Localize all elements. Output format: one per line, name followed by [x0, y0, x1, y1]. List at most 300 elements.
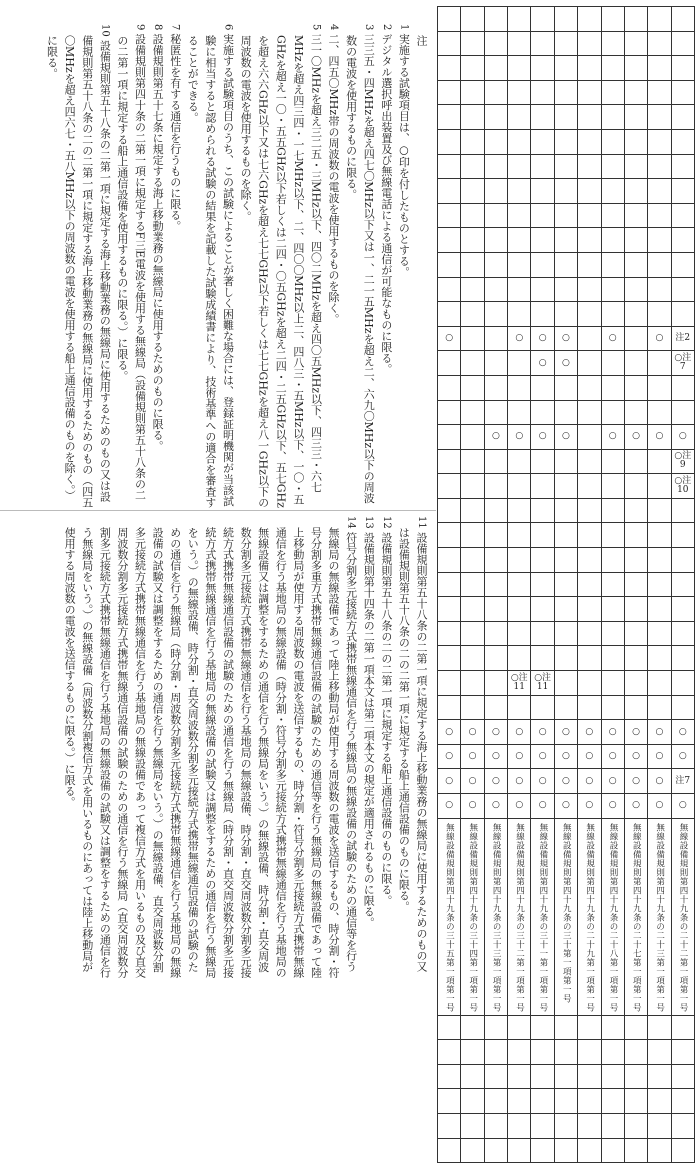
table-cell	[601, 1113, 624, 1138]
table-cell	[671, 56, 694, 81]
table-cell	[461, 548, 484, 573]
table-cell	[531, 1113, 554, 1138]
table-cell	[438, 449, 461, 474]
table-cell	[484, 228, 507, 253]
check-mark: ○	[632, 726, 640, 737]
table-cell	[601, 1064, 624, 1089]
table-cell	[578, 523, 601, 548]
table-cell	[624, 646, 647, 671]
table-cell	[508, 400, 531, 425]
check-mark: 注7	[675, 775, 691, 786]
table-cell	[531, 818, 554, 1015]
table-cell	[671, 548, 694, 573]
table-cell	[671, 179, 694, 204]
table-cell	[624, 326, 647, 351]
table-cell	[648, 695, 671, 720]
table-cell	[671, 7, 694, 32]
column-header-label: 無線設備規則第四十九条の三十五第一項第一号	[444, 822, 455, 1012]
table-cell	[624, 80, 647, 105]
check-mark: ○	[491, 800, 500, 811]
table-cell	[484, 646, 507, 671]
table-cell	[554, 302, 577, 327]
table-cell	[508, 1138, 531, 1163]
note-number: 8	[152, 24, 164, 34]
table-cell	[554, 56, 577, 81]
table-cell	[484, 425, 507, 450]
table-cell	[671, 597, 694, 622]
table-cell	[671, 720, 694, 745]
note-number: 10	[99, 24, 111, 40]
table-cell	[508, 326, 531, 351]
table-cell	[508, 179, 531, 204]
check-mark: ○	[585, 775, 594, 786]
table-cell	[508, 80, 531, 105]
table-cell	[484, 56, 507, 81]
check-mark: ○	[515, 800, 524, 811]
table-cell	[601, 794, 624, 819]
table-cell	[508, 129, 531, 154]
note-item	[395, 24, 413, 508]
table-cell	[461, 523, 484, 548]
table-cell	[508, 646, 531, 671]
table-cell	[601, 154, 624, 179]
table-cell	[554, 523, 577, 548]
table-cell	[461, 252, 484, 277]
column-header-label: 無線設備規則第四十九条の二十七第一項第一号	[631, 822, 642, 1012]
table-cell	[671, 80, 694, 105]
table-row	[438, 720, 695, 745]
table-cell	[484, 7, 507, 32]
notes-lower-block	[6, 516, 430, 978]
table-cell	[624, 671, 647, 696]
table-cell	[601, 7, 624, 32]
table-cell	[531, 646, 554, 671]
table-row	[438, 425, 695, 450]
column-header-label: 無線設備規則第四十九条の二十八第一項第一号	[607, 822, 618, 1012]
table-cell	[671, 818, 694, 1015]
table-cell	[648, 228, 671, 253]
table-cell	[438, 400, 461, 425]
table-row	[438, 375, 695, 400]
table-cell	[438, 179, 461, 204]
table-cell	[648, 129, 671, 154]
table-cell	[624, 720, 647, 745]
table-cell	[484, 351, 507, 376]
table-cell	[578, 7, 601, 32]
table-cell	[578, 203, 601, 228]
table-cell	[578, 671, 601, 696]
table-cell	[671, 351, 694, 376]
table-cell	[508, 449, 531, 474]
table-cell	[578, 720, 601, 745]
table-row	[438, 1113, 695, 1138]
table-cell	[601, 1040, 624, 1065]
table-cell	[461, 744, 484, 769]
table-cell	[578, 646, 601, 671]
table-cell	[484, 695, 507, 720]
table-cell	[601, 548, 624, 573]
table-cell	[554, 351, 577, 376]
table-cell	[461, 80, 484, 105]
table-cell	[461, 326, 484, 351]
column-header-label: 無線設備規則第四十九条の三十第一項第一号	[561, 822, 572, 1003]
table-cell	[648, 105, 671, 130]
table-cell	[554, 277, 577, 302]
note-text: 符号分割多元接続方式携帯無線通信を行う無線局の無線設備の試験のための通信等を行う無線局の無線設備であって陸上移動局が使用する周波数の電波を送信するもの、時分割・符号分割多重方式携帯無線通信設備の試験のための通信等を行う無線局の無線設備であって陸上移動局が使用する周波数の電波を送信するもの、時分割・符号分割多元接続方式携帯無線通信を行う基地局の無線設備（時分割・符号分割多元接続方式携帯無線通信を行う基地局の無線設備又は調整をするための通信を行う無線局をいう。）の無線設備、時分割・直交周波数分割多元接続方式携帯無線通信を行う基地局の無線設備、時分割・直交周波数分割多元接続方式携帯無線通信設備の試験のための通信を行う無線局（時分割・直交周波数分割多元接続方式携帯無線通信を行う基地局の無線設備の試験又は調整をするための通信を行う無線局をいう。）の無線設備、時分割・直交周波数分割多元接続方式携帯無線通信設備の試験のための通信を行う無線局（時分割・周波数分割多元接続方式携帯無線通信を行う基地局の無線設備の試験又は調整をするための通信を行う無線局をいう。）の無線設備、直交周波数分割多元接続方式携帯無線通信を行う基地局の無線設備であって複信方式を用いるもの及び直交周波数分割多元接続方式携帯無線通信設備の試験のための通信を行う無線局（直交周波数分割多元接続方式携帯無線通信を行う基地局の無線設備の試験又は調整をするための通信を行う無線局をいう。）の無線設備（周波数分割複信方式を用いるものにあっては陸上移動局が使用する周波数の電波を送信するものに限る。）に限る。	[63, 527, 358, 978]
table-cell	[438, 351, 461, 376]
table-cell	[578, 548, 601, 573]
table-cell	[648, 1015, 671, 1040]
note-number: 11	[416, 516, 427, 532]
table-cell	[461, 277, 484, 302]
table-row	[438, 56, 695, 81]
table-cell	[531, 597, 554, 622]
table-cell	[438, 572, 461, 597]
table-cell	[531, 154, 554, 179]
table-cell	[624, 375, 647, 400]
table-cell	[484, 720, 507, 745]
section-divider	[0, 510, 436, 511]
table-cell	[578, 351, 601, 376]
check-mark: ○	[562, 431, 570, 442]
table-cell	[508, 105, 531, 130]
note-text: 設備規則第四十条の二第一項に規定するF三E電波を使用する無線局（設備規則第五十八条の二の二第一項に規定する船上通信設備を使用するものに限る。）に限る。	[115, 33, 147, 501]
table-cell	[438, 1015, 461, 1040]
table-cell	[531, 80, 554, 105]
table-cell	[578, 105, 601, 130]
table-cell	[648, 1089, 671, 1114]
table-cell	[508, 1040, 531, 1065]
table-cell	[531, 1089, 554, 1114]
table-cell	[671, 400, 694, 425]
table-cell	[601, 375, 624, 400]
table-cell	[671, 228, 694, 253]
table-cell	[461, 1089, 484, 1114]
table-cell	[601, 351, 624, 376]
check-mark: ○注11	[510, 672, 528, 692]
check-mark: ○	[655, 333, 664, 344]
test-items-table	[437, 6, 695, 1163]
table-cell	[554, 1113, 577, 1138]
table-cell	[554, 794, 577, 819]
table-cell	[624, 818, 647, 1015]
table-cell	[601, 474, 624, 499]
table-cell	[601, 597, 624, 622]
table-cell	[438, 597, 461, 622]
table-row	[438, 744, 695, 769]
table-cell	[648, 769, 671, 794]
table-cell	[578, 818, 601, 1015]
table-row	[438, 228, 695, 253]
check-mark: ○	[608, 431, 617, 442]
check-mark: ○	[515, 726, 524, 737]
table-cell	[461, 695, 484, 720]
table-cell	[438, 720, 461, 745]
table-cell	[531, 105, 554, 130]
check-mark: ○	[608, 800, 617, 811]
table-cell	[578, 744, 601, 769]
table-cell	[671, 31, 694, 56]
check-mark: ○	[562, 775, 570, 786]
table-cell	[484, 449, 507, 474]
table-cell	[484, 597, 507, 622]
note-item	[360, 516, 378, 978]
table-cell	[438, 548, 461, 573]
table-cell	[461, 1064, 484, 1089]
table-cell	[648, 277, 671, 302]
note-number: 13	[363, 516, 375, 532]
table-cell	[624, 449, 647, 474]
table-cell	[554, 695, 577, 720]
note-item	[149, 24, 167, 508]
table-cell	[438, 7, 461, 32]
table-cell	[624, 425, 647, 450]
table-cell	[648, 302, 671, 327]
table-cell	[554, 498, 577, 523]
table-cell	[461, 351, 484, 376]
table-cell	[578, 400, 601, 425]
table-cell	[624, 56, 647, 81]
table-row	[438, 621, 695, 646]
note-text: 設備規則第五十八条の二第一項に規定する海上移動業務の無線局に使用するためのもの又は設備規則第五十八条の二の二第一項に規定する海上移動業務の無線局に使用するためのもの（四五〇MHzを超え四六七・五八MHz以下の周波数の電波を使用する船上通信設備のものを除く。）に限る。	[45, 35, 112, 508]
table-cell	[601, 179, 624, 204]
note-text: 秘匿性を有する通信を行うものに限る。	[168, 33, 182, 232]
table-row	[438, 523, 695, 548]
table-cell	[554, 744, 577, 769]
table-cell	[484, 179, 507, 204]
table-cell	[624, 474, 647, 499]
table-cell	[484, 523, 507, 548]
table-row	[438, 794, 695, 819]
table-cell	[531, 228, 554, 253]
table-cell	[508, 1089, 531, 1114]
table-cell	[624, 302, 647, 327]
table-cell	[601, 498, 624, 523]
table-cell	[554, 671, 577, 696]
table-cell	[531, 572, 554, 597]
table-cell	[484, 621, 507, 646]
table-cell	[624, 129, 647, 154]
table-row	[438, 498, 695, 523]
table-row	[438, 252, 695, 277]
table-cell	[531, 351, 554, 376]
table-row	[438, 449, 695, 474]
table-cell	[554, 449, 577, 474]
check-mark: ○	[655, 431, 664, 442]
note-number: 6	[222, 24, 234, 34]
table-row	[438, 1089, 695, 1114]
note-number: 2	[380, 24, 392, 34]
table-cell	[624, 695, 647, 720]
table-row	[438, 277, 695, 302]
table-cell	[484, 671, 507, 696]
table-cell	[671, 154, 694, 179]
table-cell	[578, 449, 601, 474]
check-mark: ○	[608, 726, 617, 737]
check-mark: ○	[468, 800, 477, 811]
table-cell	[554, 252, 577, 277]
column-header-label: 無線設備規則第四十九条の三十一第一項第一号	[537, 822, 548, 1012]
table-cell	[648, 1113, 671, 1138]
table-cell	[484, 80, 507, 105]
table-cell	[461, 449, 484, 474]
table-cell	[578, 695, 601, 720]
table-cell	[601, 80, 624, 105]
table-row	[438, 154, 695, 179]
table-cell	[601, 744, 624, 769]
table-cell	[531, 621, 554, 646]
table-cell	[671, 203, 694, 228]
table-cell	[578, 425, 601, 450]
check-mark: ○	[538, 333, 547, 344]
table-row	[438, 351, 695, 376]
table-cell	[508, 154, 531, 179]
check-mark: ○	[515, 775, 524, 786]
table-cell	[508, 621, 531, 646]
note-item	[377, 24, 395, 508]
table-cell	[554, 400, 577, 425]
table-cell	[554, 597, 577, 622]
table-cell	[648, 449, 671, 474]
table-row	[438, 1138, 695, 1163]
table-cell	[648, 523, 671, 548]
check-mark: ○	[491, 726, 500, 737]
table-cell	[461, 31, 484, 56]
table-cell	[461, 302, 484, 327]
table-cell	[601, 400, 624, 425]
table-cell	[671, 375, 694, 400]
table-cell	[531, 548, 554, 573]
table-cell	[508, 523, 531, 548]
check-mark: ○	[468, 775, 477, 786]
table-cell	[554, 129, 577, 154]
table-cell	[438, 277, 461, 302]
table-cell	[438, 228, 461, 253]
table-cell	[484, 105, 507, 130]
check-mark: ○	[655, 800, 664, 811]
note-text: 実施する試験項目のうち、この試験によることが著しく困難な場合には、登録証明機関が当該試験に相当すると認められる試験の結果を記載した試験成績書により、技術基準への適合を審査することができる。	[186, 33, 235, 508]
table-cell	[438, 498, 461, 523]
table-cell	[601, 277, 624, 302]
check-mark: ○	[562, 751, 570, 762]
table-cell	[578, 179, 601, 204]
table-cell	[601, 818, 624, 1015]
table-cell	[671, 769, 694, 794]
table-cell	[554, 154, 577, 179]
table-cell	[554, 326, 577, 351]
table-cell	[438, 474, 461, 499]
table-cell	[648, 154, 671, 179]
table-cell	[648, 7, 671, 32]
table-cell	[438, 1089, 461, 1114]
table-cell	[461, 7, 484, 32]
table-cell	[578, 1138, 601, 1163]
note-item	[61, 516, 360, 978]
table-cell	[554, 1040, 577, 1065]
table-cell	[554, 646, 577, 671]
table-cell	[624, 31, 647, 56]
table-cell	[484, 818, 507, 1015]
table-cell	[648, 31, 671, 56]
table-cell	[671, 1138, 694, 1163]
table-cell	[531, 474, 554, 499]
notes-heading: 注	[415, 35, 428, 46]
note-item	[377, 516, 395, 978]
table-cell	[554, 474, 577, 499]
table-cell	[484, 1040, 507, 1065]
table-cell	[601, 31, 624, 56]
table-cell	[578, 31, 601, 56]
check-mark: ○	[445, 726, 454, 737]
table-cell	[578, 375, 601, 400]
table-cell	[601, 228, 624, 253]
table-cell	[671, 646, 694, 671]
table-cell	[601, 425, 624, 450]
table-cell	[578, 1089, 601, 1114]
table-cell	[624, 1113, 647, 1138]
table-cell	[671, 794, 694, 819]
table-cell	[624, 498, 647, 523]
table-cell	[461, 794, 484, 819]
table-cell	[601, 523, 624, 548]
table-cell	[531, 1040, 554, 1065]
table-cell	[671, 1064, 694, 1089]
check-mark: ○	[608, 751, 617, 762]
note-text: 三三五・四MHzを超え四七〇MHz以下又は一、二一五MHzを超え二、六九〇MHz以下の周波数の電波を使用するものに限る。	[344, 33, 376, 504]
table-cell	[671, 671, 694, 696]
check-mark: ○	[445, 800, 454, 811]
table-cell	[624, 621, 647, 646]
table-cell	[438, 646, 461, 671]
check-mark: ○	[538, 431, 547, 442]
table-cell	[648, 794, 671, 819]
table-cell	[484, 572, 507, 597]
note-text: 実施する試験項目は、○印を付したものとする。	[397, 33, 411, 278]
table-cell	[648, 56, 671, 81]
note-number: 12	[380, 516, 392, 532]
table-row	[438, 400, 695, 425]
table-cell	[531, 523, 554, 548]
table-cell	[438, 1040, 461, 1065]
table-cell	[438, 744, 461, 769]
table-cell	[508, 277, 531, 302]
table-cell	[578, 228, 601, 253]
table-cell	[508, 1015, 531, 1040]
table-cell	[438, 80, 461, 105]
table-cell	[601, 720, 624, 745]
check-mark: ○	[632, 775, 640, 786]
table-cell	[508, 56, 531, 81]
check-mark: ○	[632, 431, 640, 442]
table-cell	[624, 597, 647, 622]
table-cell	[461, 105, 484, 130]
table-cell	[648, 744, 671, 769]
table-cell	[438, 154, 461, 179]
table-row	[438, 695, 695, 720]
table-cell	[484, 744, 507, 769]
table-cell	[624, 351, 647, 376]
table-cell	[531, 179, 554, 204]
check-mark: ○	[562, 357, 570, 368]
table-cell	[484, 31, 507, 56]
table-cell	[531, 671, 554, 696]
table-cell	[554, 572, 577, 597]
table-cell	[508, 548, 531, 573]
table-cell	[508, 695, 531, 720]
table-cell	[648, 646, 671, 671]
note-text: 設備規則第五十八条の二の二第一項に規定する船上通信設備のものに限る。	[379, 531, 393, 906]
check-mark: ○	[678, 726, 687, 737]
